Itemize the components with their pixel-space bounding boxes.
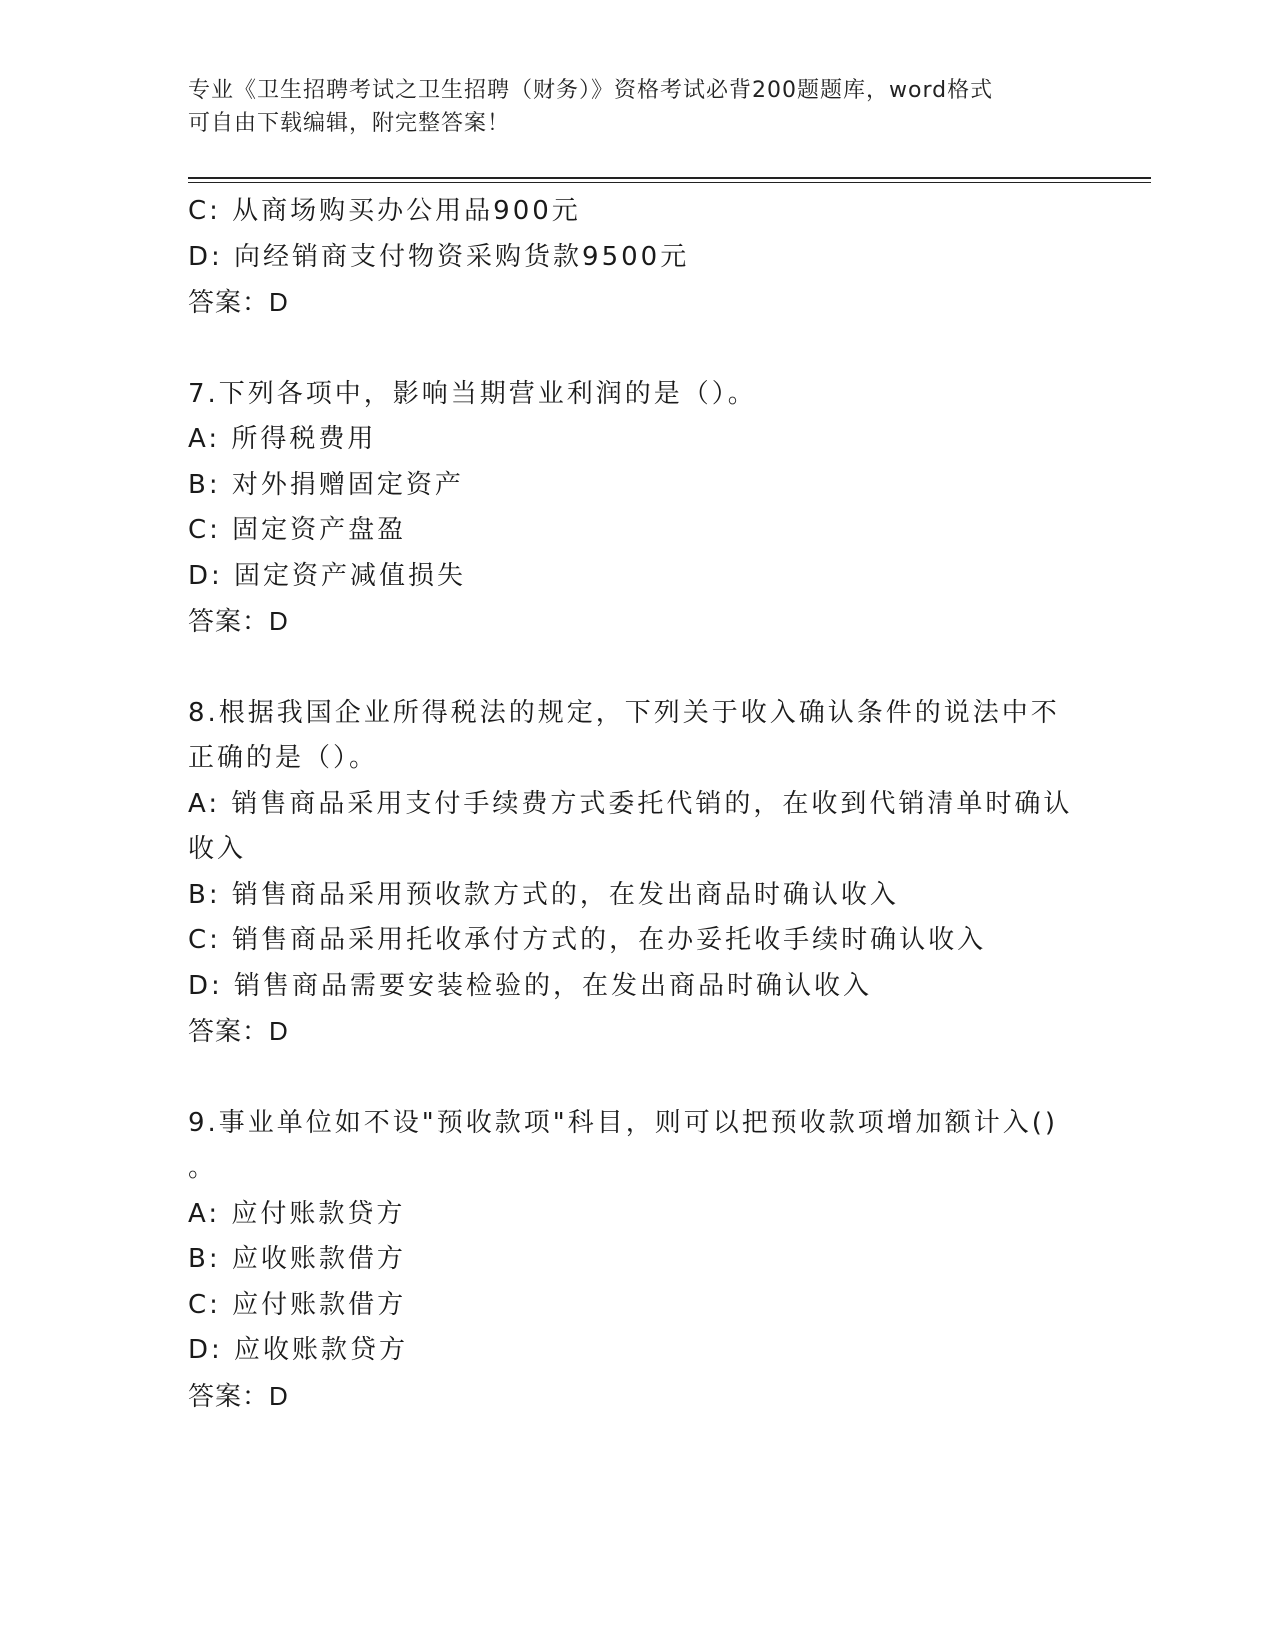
header-divider [188,177,1151,183]
question-stem: 9.事业单位如不设"预收款项"科目，则可以把预收款项增加额计入() [188,1107,1059,1138]
option-b: B: 销售商品采用预收款方式的，在发出商品时确认收入 [188,879,899,910]
question-stem: 7.下列各项中，影响当期营业利润的是（）。 [188,378,757,409]
question-9 [188,1101,1088,1420]
option-b: B: 对外捐赠固定资产 [188,469,464,500]
option-a: A: 应付账款贷方 [188,1198,406,1229]
header-line-1: 专业《卫生招聘考试之卫生招聘（财务）》资格考试必背200题题库，word格式 [188,78,994,103]
question-8 [188,691,1088,1055]
question-7 [188,372,1088,645]
page-header [188,74,1088,140]
spacer [188,1055,1088,1101]
option-b: B: 应收账款借方 [188,1244,406,1274]
answer-line: 答案：D [188,287,289,317]
option-c: C: 从商场购买办公用品900元 [188,196,581,226]
option-d: D: 销售商品需要安装检验的，在发出商品时确认收入 [188,970,873,1001]
answer-line: 答案：D [188,606,289,636]
question-stem-continued: 。 [188,1153,218,1183]
option-d: D: 应收账款贷方 [188,1335,409,1365]
option-a-continued: 收入 [188,834,247,864]
answer-line: 答案：D [188,1016,289,1046]
option-c: C: 应付账款借方 [188,1289,407,1320]
prev-question-block [188,189,1088,326]
question-content [188,189,1088,1419]
question-stem-continued: 正确的是（）。 [188,743,379,773]
header-line-2: 可自由下载编辑，附完整答案！ [188,111,511,136]
spacer [188,326,1088,372]
question-stem: 8.根据我国企业所得税法的规定，下列关于收入确认条件的说法中不 [188,697,1060,728]
option-a: A: 所得税费用 [188,424,377,454]
spacer [188,645,1088,691]
option-d: D: 固定资产减值损失 [188,560,467,591]
answer-line: 答案：D [188,1380,289,1411]
option-a: A: 销售商品采用支付手续费方式委托代销的，在收到代销清单时确认 [188,788,1073,819]
option-c: C: 固定资产盘盈 [188,515,407,545]
option-d: D: 向经销商支付物资采购货款9500元 [188,241,690,272]
option-c: C: 销售商品采用托收承付方式的，在办妥托收手续时确认收入 [188,925,987,955]
